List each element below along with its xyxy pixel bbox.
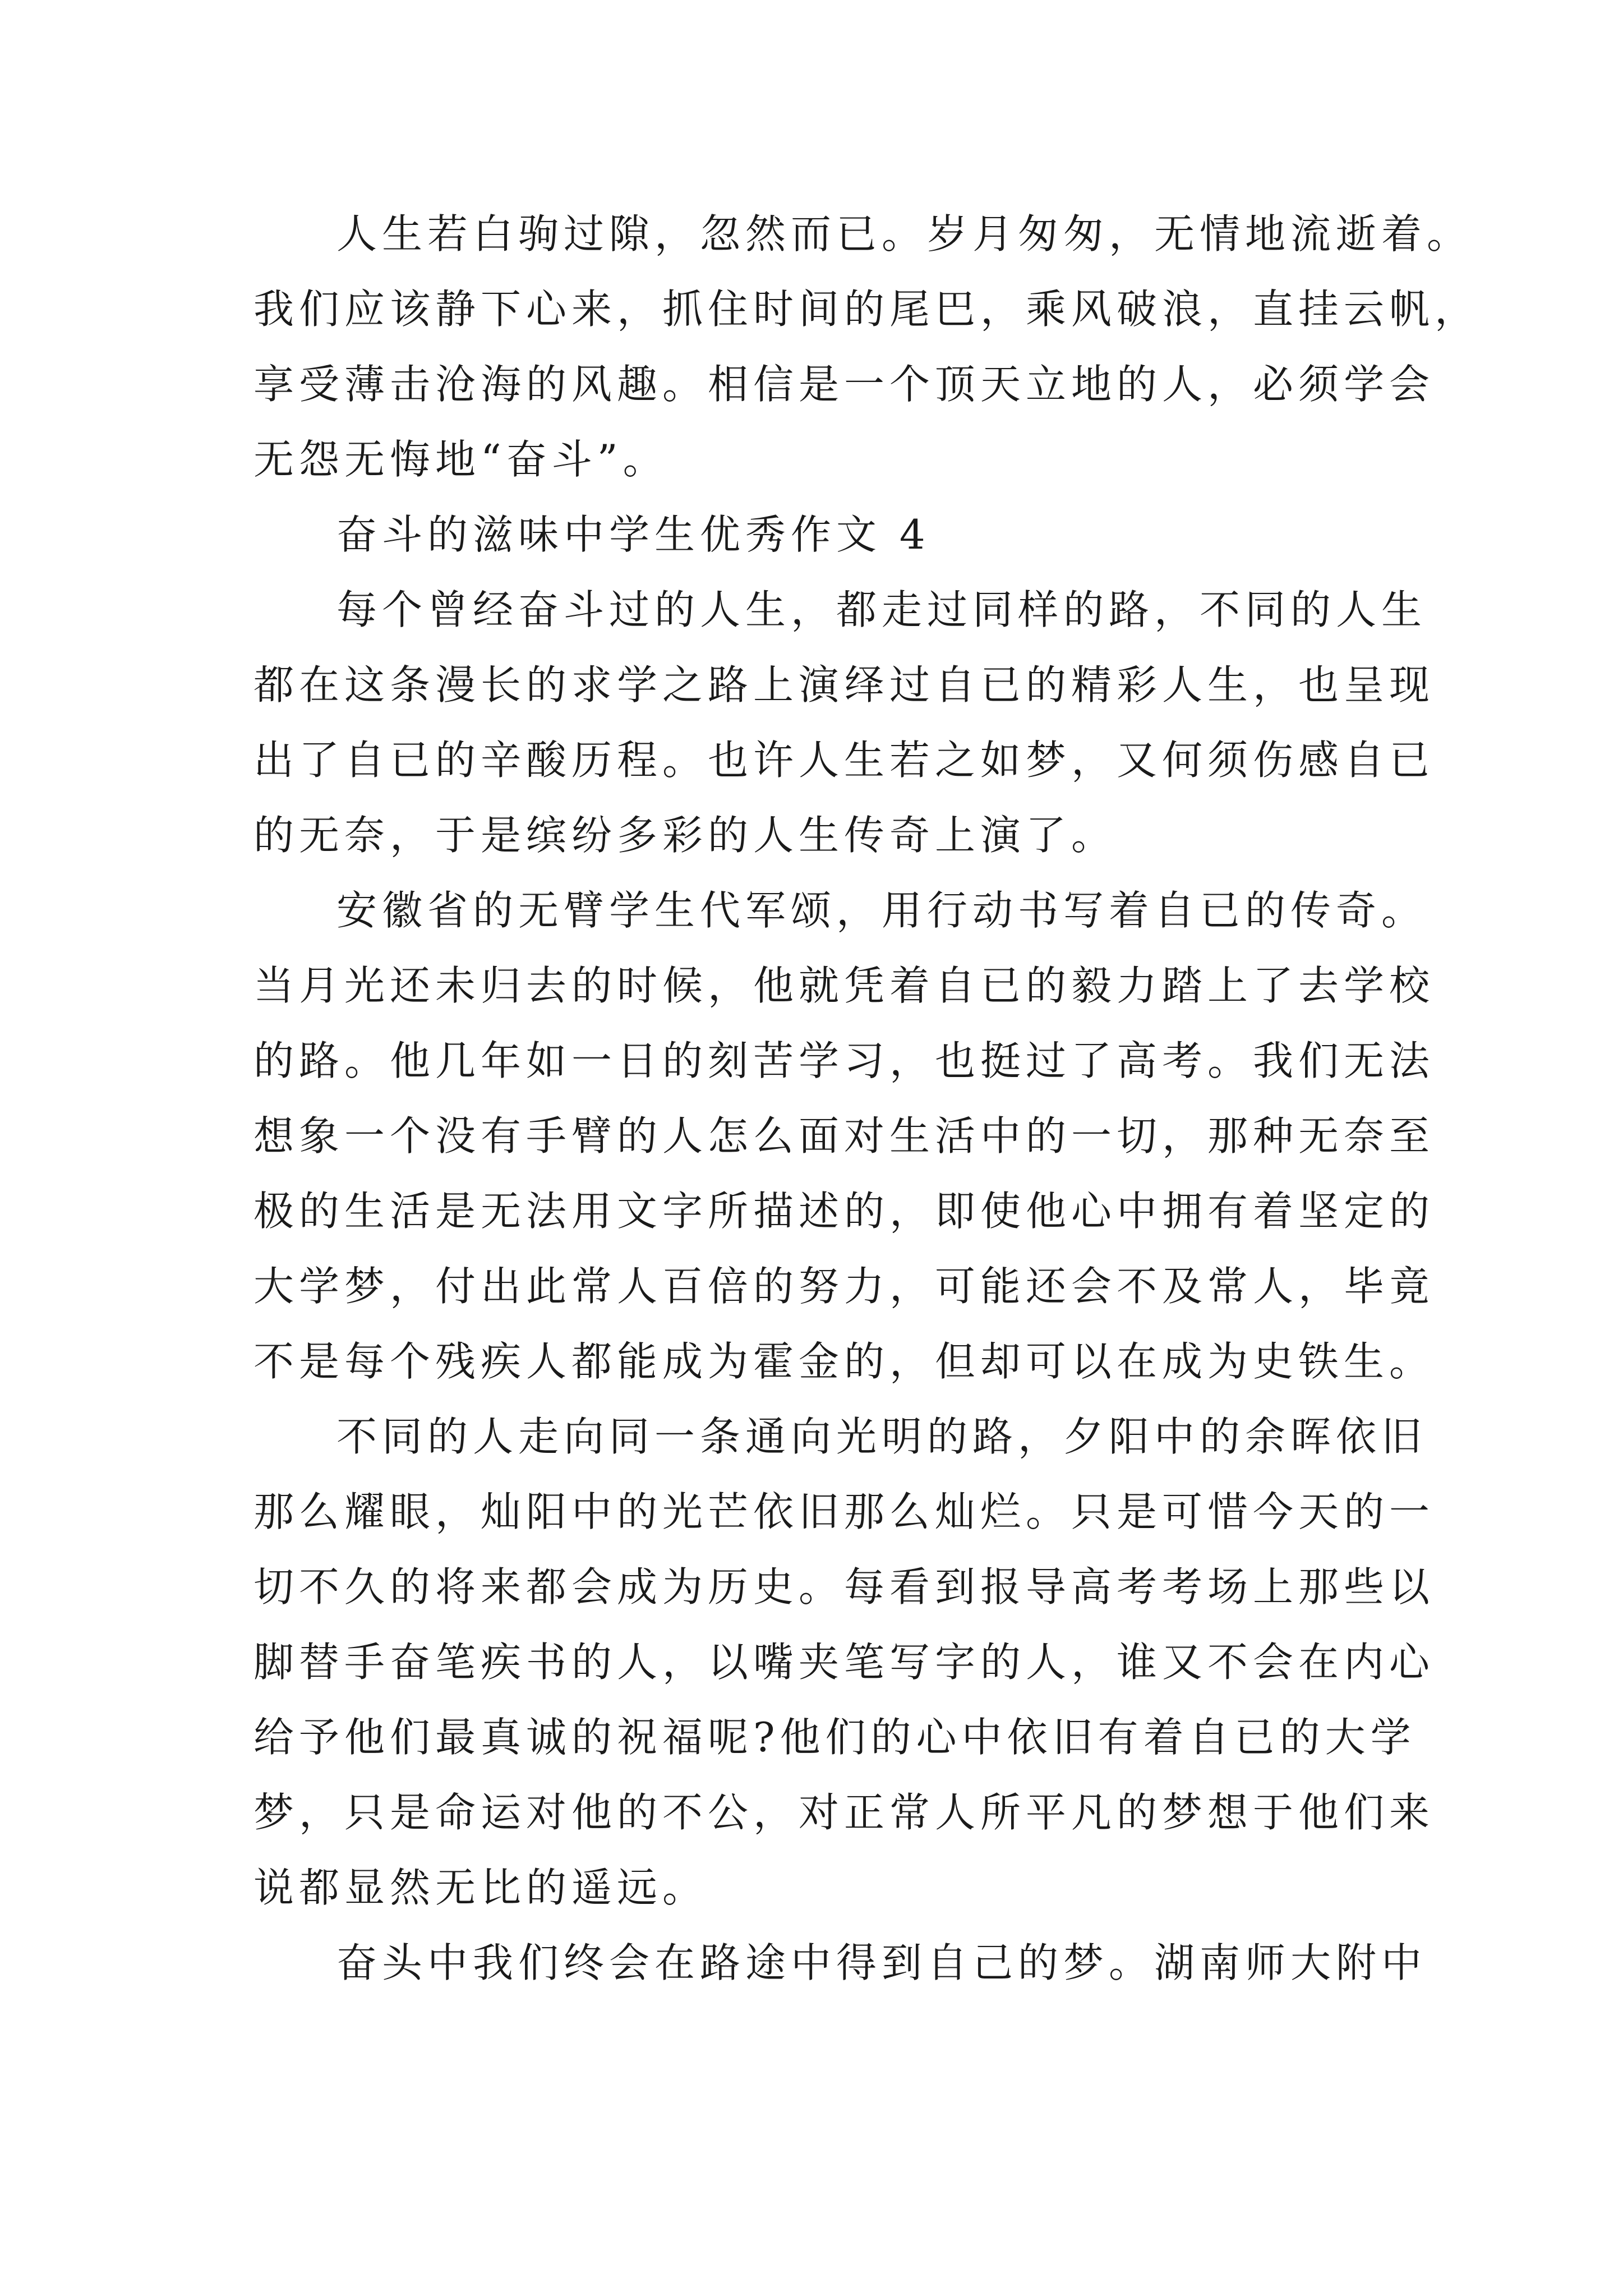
paragraph-line: 不是每个残疾人都能成为霍金的，但却可以在成为史铁生。 [253, 1338, 1435, 1385]
paragraph-line: 切不久的将来都会成为历史。每看到报导高考考场上那些以 [253, 1563, 1435, 1611]
paragraph-line: 出了自已的辛酸历程。也许人生若之如梦，又何须伤感自已 [253, 737, 1435, 784]
paragraph [253, 572, 1435, 873]
paragraph [253, 196, 1481, 497]
paragraph-line: 享受薄击沧海的风趣。相信是一个顶天立地的人，必须学会 [253, 361, 1435, 408]
paragraph-line: 我们应该静下心来，抓住时间的尾巴，乘风破浪，直挂云帆， [253, 286, 1481, 333]
paragraph-line: 人生若白驹过隙，忽然而已。岁月匆匆，无情地流逝着。 [336, 210, 1473, 257]
paragraph-line: 都在这条漫长的求学之路上演绎过自已的精彩人生，也呈现 [253, 661, 1435, 708]
paragraph-line: 想象一个没有手臂的人怎么面对生活中的一切，那种无奈至 [253, 1112, 1435, 1159]
paragraph [253, 873, 1435, 1399]
document-body [253, 196, 1481, 2000]
paragraph-line: 安徽省的无臂学生代军颂，用行动书写着自已的传奇。 [336, 887, 1427, 934]
paragraph-line: 大学梦，付出此常人百倍的努力，可能还会不及常人，毕竟 [253, 1263, 1435, 1310]
paragraph-line: 的无奈，于是缤纷多彩的人生传奇上演了。 [253, 812, 1117, 859]
section-heading [253, 497, 1386, 572]
paragraph-line: 无怨无悔地“奋斗”。 [253, 436, 668, 483]
paragraph-line: 那么耀眼，灿阳中的光芒依旧那么灿烂。只是可惜今天的一 [253, 1488, 1435, 1535]
paragraph-line: 脚替手奋笔疾书的人，以嘴夹笔写字的人，谁又不会在内心 [253, 1639, 1435, 1686]
paragraph-line: 极的生活是无法用文字所描述的，即使他心中拥有着坚定的 [253, 1188, 1435, 1235]
paragraph-line: 说都显然无比的遥远。 [253, 1864, 708, 1911]
paragraph [253, 1925, 1427, 2000]
paragraph [253, 1399, 1435, 1925]
paragraph-line: 奋头中我们终会在路途中得到自己的梦。湖南师大附中 [336, 1939, 1427, 1986]
paragraph-line: 的路。他几年如一日的刻苦学习，也挺过了高考。我们无法 [253, 1037, 1435, 1084]
paragraph-line: 不同的人走向同一条通向光明的路，夕阳中的余晖依旧 [336, 1413, 1427, 1460]
paragraph-line: 当月光还未归去的时候，他就凭着自已的毅力踏上了去学校 [253, 962, 1435, 1009]
paragraph-line: 每个曾经奋斗过的人生，都走过同样的路，不同的人生 [336, 586, 1427, 633]
paragraph-line: 梦，只是命运对他的不公，对正常人所平凡的梦想于他们来 [253, 1789, 1435, 1836]
paragraph-line: 给予他们最真诚的祝福呢?他们的心中依旧有着自已的大学 [253, 1714, 1416, 1761]
heading-text: 奋斗的滋味中学生优秀作文 4 [336, 511, 930, 558]
